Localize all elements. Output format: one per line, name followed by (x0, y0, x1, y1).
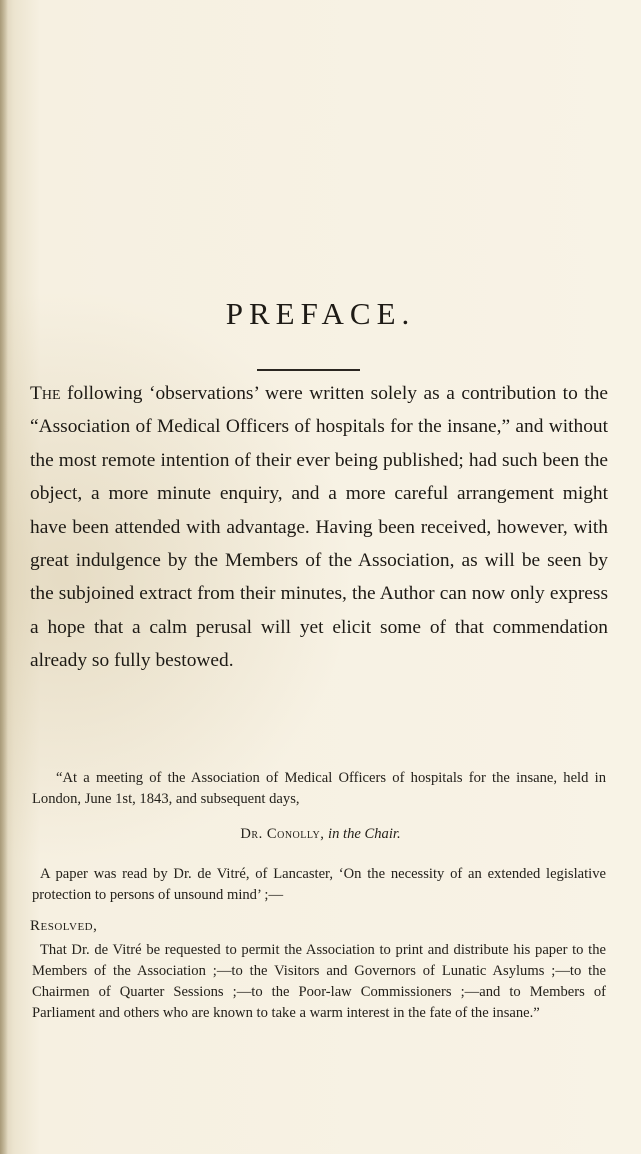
title-rule (257, 369, 360, 371)
preface-text: following ‘observations’ were written solely as a contribution to the “Association of Medical Officers of hospitals for the insane,” and without the most remote intention of their ever being published; had such been the object, a more minute enquiry, and a more careful arrangement might have been attended with advantage. Having been received, however, with great indulgence by the Members of the Association, as will be seen by the subjoined extract from their minutes, the Author can now only express a hope that a calm perusal will yet elicit some of that commendation already so fully bestowed. (30, 383, 608, 672)
chair-role: in the Chair. (328, 826, 401, 842)
extract-resolved-label: Resolved, (30, 918, 98, 934)
page-gutter-shadow (0, 0, 8, 1154)
extract-resolution: That Dr. de Vitré be requested to permit the Association to print and distribute his paper to the Members of the Association ;—to the Visitors and Governors of Lunatic Asylums ;—to the Chairmen of Quarter Sessions ;—to the Poor-law Commissioners ;—and to Members of Parliament and others who are known to take a warm interest in the fate of the insane.” (32, 942, 606, 1021)
preface-paragraph (30, 377, 608, 678)
page-title: PREFACE. (225, 296, 416, 331)
first-word: The (30, 383, 61, 404)
extract-meeting: “At a meeting of the Association of Medical Officers of hospitals for the insane, held in London, June 1st, 1843, and subsequent days, (32, 770, 606, 807)
chair-name: Dr. Conolly, (240, 826, 325, 842)
extract-paper: A paper was read by Dr. de Vitré, of Lancaster, ‘On the necessity of an extended legislative protection to persons of unsound mind’ ;— (32, 866, 606, 903)
extract-chair (0, 824, 641, 845)
